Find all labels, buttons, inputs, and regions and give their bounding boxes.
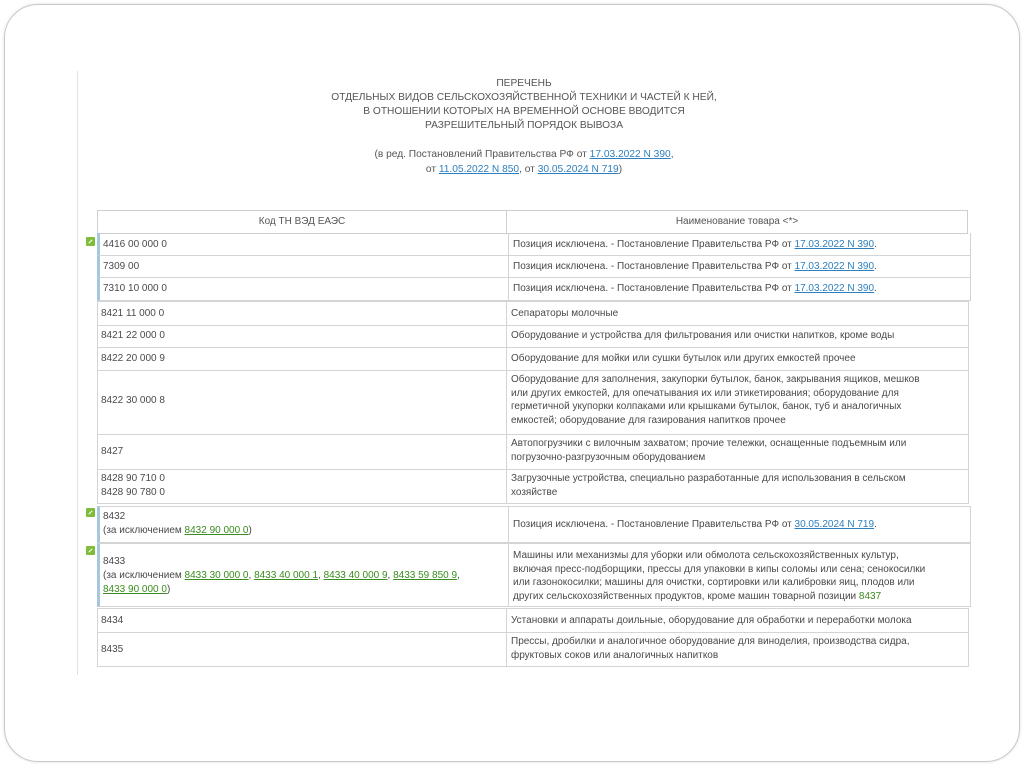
code-link[interactable]: 8433 40 000 1 <box>254 570 319 581</box>
excluded-note: Позиция исключена. - Постановление Правительства РФ от 17.03.2022 N 390. <box>513 283 877 294</box>
table-row <box>97 632 969 667</box>
code-link[interactable]: 8433 30 000 0 <box>184 570 249 581</box>
decree-link[interactable]: 17.03.2022 N 390 <box>589 149 671 160</box>
table-row <box>97 301 969 326</box>
code-link[interactable]: 4416 00 000 0 <box>103 239 167 250</box>
code-link[interactable]: 8432 <box>103 511 126 522</box>
edit-icon[interactable] <box>86 508 95 517</box>
goods-name: Установки и аппараты доильные, оборудование для обработки и переработки молока <box>511 615 912 626</box>
decree-link[interactable]: 30.05.2024 N 719 <box>794 519 875 530</box>
goods-name: Сепараторы молочные <box>511 308 619 319</box>
edit-icon[interactable] <box>86 237 95 246</box>
document <box>77 71 970 675</box>
code-link[interactable]: 8422 20 000 9 <box>101 353 165 364</box>
code-link[interactable]: 8421 11 000 0 <box>101 308 165 319</box>
code-link[interactable]: 8422 30 000 8 <box>101 395 165 406</box>
goods-name: Оборудование и устройства для фильтрования или очистки напитков, кроме воды <box>511 330 895 341</box>
table-row: 8433 (за исключением 8433 30 000 0, 8433 40 000 1, 8433 40 000 9, 8433 59 850 9, 8433 90 000 0) Машины или механизмы для уборки или обмолота сельскохозяйственных культур, включая пресс-подборщики, прессы для упаковки в кипы соломы или сена; сенокосилки или газонокосилки; машины для очистки, сортировки или калибровки яиц, плодов или других сельскохозяйственных продуктов, кроме машин товарной позиции 8437 <box>97 543 971 607</box>
goods-name: Машины или механизмы для уборки или обмолота сельскохозяйственных культур, включая пресс-подборщики, прессы для упаковки в кипы соломы или сена; сенокосилки или газонокосилки; машины для очистки, сортировки или калибровки яиц, плодов или других сельскохозяйственных продуктов, кроме машин товарной позиции 8437 <box>513 550 926 602</box>
table-row <box>97 371 969 435</box>
code-link[interactable]: 8432 90 000 0 <box>184 525 249 536</box>
code-link[interactable]: 7309 00 <box>103 261 140 272</box>
slide-frame <box>4 4 1020 762</box>
edition-sep: , <box>670 149 674 160</box>
table-row <box>97 325 969 348</box>
table-row <box>97 608 969 633</box>
edition-sep: , от <box>519 164 535 175</box>
excluded-note: Позиция исключена. - Постановление Правительства РФ от 17.03.2022 N 390. <box>513 239 877 250</box>
table-row <box>97 278 971 301</box>
code-link[interactable]: 8421 22 000 0 <box>101 330 165 341</box>
title-line: РАЗРЕШИТЕЛЬНЫЙ ПОРЯДОК ВЫВОЗА <box>424 120 624 131</box>
code-link[interactable]: 8433 40 000 9 <box>323 570 388 581</box>
column-header-code: Код ТН ВЭД ЕАЭС <box>97 210 506 234</box>
decree-link[interactable]: 17.03.2022 N 390 <box>794 283 875 294</box>
edition-note <box>78 147 970 177</box>
goods-name: Автопогрузчики с вилочным захватом; прочие тележки, оснащенные подъемным или погрузочно-разгрузочным оборудованием <box>511 438 907 463</box>
table-row <box>97 470 969 504</box>
code-link[interactable]: 8428 90 780 0 <box>101 487 165 498</box>
title-line: В ОТНОШЕНИИ КОТОРЫХ НА ВРЕМЕННОЙ ОСНОВЕ ВВОДИТСЯ <box>363 106 685 117</box>
edit-icon[interactable] <box>86 546 95 555</box>
code-link[interactable]: 8433 59 850 9 <box>393 570 458 581</box>
table-row <box>97 233 971 256</box>
decree-link[interactable]: 11.05.2022 N 850 <box>438 164 520 175</box>
goods-name: Оборудование для заполнения, закупорки бутылок, банок, закрывания ящиков, мешков или других емкостей, для опечатывания их или этикетирования; оборудование для герметичной укупорки колпаками или крышками бутылок, банок, туб и аналогичных емкостей; оборудование для газирования напитков прочее <box>511 374 920 426</box>
title-line: ОТДЕЛЬНЫХ ВИДОВ СЕЛЬСКОХОЗЯЙСТВЕННОЙ ТЕХНИКИ И ЧАСТЕЙ К НЕЙ, <box>331 92 717 103</box>
table-row: 8432 (за исключением 8432 90 000 0) Позиция исключена. - Постановление Правительства РФ от 30.05.2024 N 719. <box>97 506 971 543</box>
excluded-note: Позиция исключена. - Постановление Правительства РФ от 30.05.2024 N 719. <box>513 519 877 530</box>
edition-suffix: ) <box>618 164 623 175</box>
table-row <box>97 348 969 371</box>
edition-from: от <box>425 164 436 175</box>
code-link[interactable]: 8437 <box>858 590 882 602</box>
table-row <box>97 256 971 278</box>
code-link[interactable]: 8428 90 710 0 <box>101 473 165 484</box>
code-link[interactable]: 8433 <box>103 556 126 567</box>
goods-name: Загрузочные устройства, специально разработанные для использования в сельском хозяйстве <box>511 473 906 498</box>
code-link[interactable]: 8434 <box>101 615 124 626</box>
document-title <box>78 77 970 133</box>
decree-link[interactable]: 30.05.2024 N 719 <box>537 164 619 175</box>
goods-name: Прессы, дробилки и аналогичное оборудование для виноделия, производства сидра, фруктовых соков или аналогичных напитков <box>511 636 910 661</box>
edition-prefix: (в ред. Постановлений Правительства РФ от <box>374 149 587 160</box>
code-link[interactable]: 8427 <box>101 446 124 457</box>
excluded-note: Позиция исключена. - Постановление Правительства РФ от 17.03.2022 N 390. <box>513 261 877 272</box>
goods-name: Оборудование для мойки или сушки бутылок или других емкостей прочее <box>511 353 856 364</box>
code-link[interactable]: 8435 <box>101 644 124 655</box>
decree-link[interactable]: 17.03.2022 N 390 <box>794 261 875 272</box>
column-header-name: Наименование товара <*> <box>506 210 968 234</box>
code-link[interactable]: 8433 90 000 0 <box>103 584 167 595</box>
title-line: ПЕРЕЧЕНЬ <box>496 78 552 89</box>
code-link[interactable]: 7310 10 000 0 <box>103 283 167 294</box>
decree-link[interactable]: 17.03.2022 N 390 <box>794 239 875 250</box>
table-row <box>97 435 969 470</box>
